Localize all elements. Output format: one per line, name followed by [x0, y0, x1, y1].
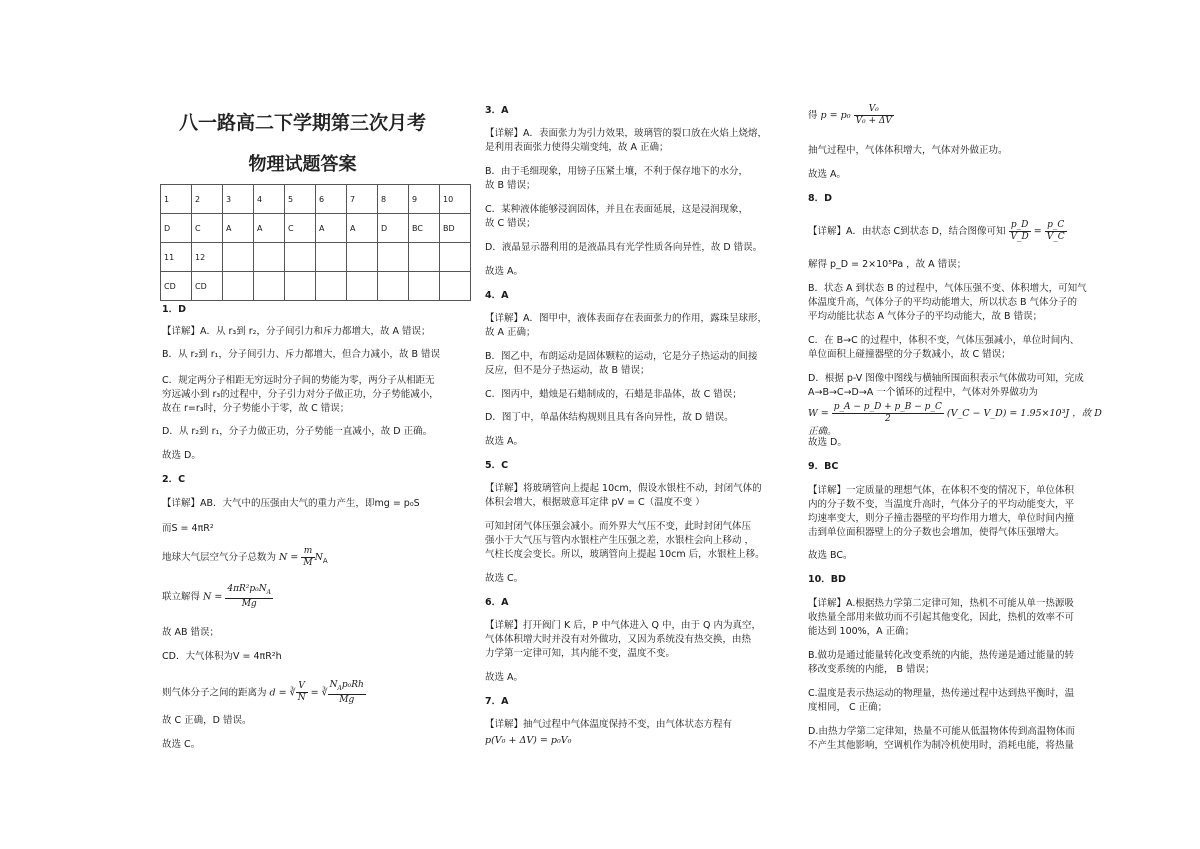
q6-explanation-line2: 气体体积增大时并没有对外做功，又因为系统没有热交换，由热	[485, 634, 752, 645]
q10-explanation-a-line1: 【详解】A.根据热力学第二定律可知，热机不可能从单一热源吸	[808, 598, 1074, 609]
q8-work-fraction	[832, 402, 944, 425]
q3-explanation-a-line2: 是利用表面张力使得尖端变纯，故 A 正确；	[485, 142, 669, 153]
q7-result	[808, 104, 894, 127]
page-subtitle: 物理试题答案	[248, 154, 357, 175]
table-cell	[223, 272, 254, 301]
q8-explanation-b-line2: 体温度升高，气体分子的平均动能增大，所以状态 B 气体分子的	[808, 297, 1078, 308]
q2-explanation-ab: 【详解】AB．大气中的压强由大气的重力产生，即mg = p₀S	[162, 498, 420, 509]
table-cell	[378, 243, 409, 272]
question-10-answer: 10．BD	[808, 574, 846, 585]
page-title: 八一路高二下学期第三次月考	[178, 112, 426, 134]
q9-explanation-line1: 【详解】一定质量的理想气体，在体积不变的情况下，单位体积	[808, 485, 1075, 496]
table-cell: 12	[192, 243, 223, 272]
table-cell	[440, 243, 471, 272]
q2-solve	[162, 584, 273, 610]
numerator-sub: A	[337, 684, 342, 692]
q8-work-equation	[808, 402, 1108, 439]
q3-explanation-a-line1: 【详解】A．表面张力为引力效果，玻璃管的裂口放在火焰上烧熔，	[485, 128, 767, 139]
q4-explanation-d: D．图丁中，单晶体结构规则且具有各向异性，故 D 错误。	[485, 412, 734, 423]
q6-explanation-line3: 力学第一定律可知，其内能不变，温度不变。	[485, 648, 676, 659]
question-1-answer: 1．D	[162, 304, 186, 315]
q6-explanation-line1: 【详解】打开阀门 K 后，P 中气体进入 Q 中，由于 Q 内为真空，	[485, 620, 762, 631]
fraction-denominator: Mg	[241, 598, 257, 609]
q4-explanation-b-line1: B．图乙中，布朗运动是固体颗粒的运动，它是分子热运动的间接	[485, 351, 758, 362]
numerator-main: N	[329, 680, 338, 690]
table-cell: BD	[440, 214, 471, 243]
q8-explanation-b-line3: 平均动能比状态 A 气体分子的平均动能大，故 B 错误；	[808, 311, 1043, 322]
q7-result-fraction	[854, 104, 894, 127]
table-cell: C	[192, 214, 223, 243]
question-2-answer: 2．C	[162, 474, 186, 485]
table-cell: 1	[161, 185, 192, 214]
q7-equation: p(V₀ + ΔV) = p₀V₀	[485, 735, 572, 746]
q2-molecule-count-lhs: N =	[279, 552, 299, 563]
table-cell	[440, 272, 471, 301]
q2-distance-text: 则气体分子之间的距离为	[162, 687, 267, 699]
q2-molecule-count-sub: A	[322, 556, 328, 565]
table-row	[161, 243, 471, 272]
numerator-sub: A	[266, 588, 271, 596]
q5-explanation-line4: 强小于大气压与管内水银柱产生压强之差，水银柱会向上移动 ，	[485, 535, 755, 546]
q5-conclusion: 故选 C。	[485, 573, 524, 584]
q2-distance	[162, 680, 366, 706]
table-cell: A	[316, 214, 347, 243]
q10-explanation-b-line1: B.做功是通过能量转化改变系统的内能，热传递是通过能量的转	[808, 650, 1075, 661]
q10-explanation-a-line2: 收热量全部用来做功而不引起其他变化，因此，热机的效率不可	[808, 612, 1075, 623]
answer-table	[160, 184, 471, 301]
fraction-numerator: p_A − p_D + p_B − p_C	[833, 402, 942, 412]
q8-explanation-a-result: 解得 p_D = 2×10⁵Pa ，故 A 错误；	[808, 259, 967, 270]
q7-result-text: 得	[808, 110, 818, 121]
q4-explanation-b-line2: 反应，但不是分子热运动，故 B 错误；	[485, 365, 650, 376]
q1-explanation-c-line3: 故在 r=r₃时，分子势能小于零，故 C 错误；	[162, 403, 350, 414]
q3-explanation-c-line1: C．某种液体能够浸润固体，并且在表面延展，这是浸润现象，	[485, 204, 749, 215]
q1-explanation-c-line2: 穷远减小到 r₃的过程中，分子引力对分子做正功，分子势能减小，	[162, 389, 439, 400]
q8-work-lhs: W =	[808, 408, 829, 419]
question-6-answer: 6．A	[485, 597, 509, 608]
q2-distance-mid: = ∛	[310, 687, 328, 699]
q2-distance-fraction-2	[328, 680, 366, 706]
table-cell: 2	[192, 185, 223, 214]
q2-cd-conclusion: 故 C 正确，D 错误。	[162, 715, 252, 726]
q8-explanation-c-line2: 单位面积上碰撞器壁的分子数减小，故 C 错误；	[808, 349, 1011, 360]
table-cell	[409, 272, 440, 301]
q10-explanation-c-line2: 度相同， C 正确；	[808, 702, 888, 713]
q8-fraction-d	[1009, 220, 1031, 243]
q3-explanation-b-line1: B．由于毛细现象，用镑子压紧土壤，不利于保存地下的水分，	[485, 166, 749, 177]
fraction-denominator: V_D	[1010, 232, 1029, 242]
q4-explanation-c: C．图丙中，蜡烛是石蜡制成的，石蜡是非晶体，故 C 错误；	[485, 389, 742, 400]
q2-distance-fraction-1	[296, 681, 308, 704]
q9-explanation-line4: 击到单位面积器壁上的分子数也会增加，使得气体压强增大。	[808, 527, 1065, 538]
q9-explanation-line2: 内的分子数不变，当温度升高时，气体分子的平均动能变大，平	[808, 499, 1075, 510]
question-4-answer: 4．A	[485, 290, 509, 301]
fraction-numerator	[328, 680, 366, 695]
q8-work-rest: (V_C − V_D) = 1.95×10³J ，故 D 正确。	[808, 408, 1102, 437]
q10-explanation-a-line3: 能达到 100%，A 正确；	[808, 626, 915, 637]
q2-conclusion: 故选 C。	[162, 739, 201, 750]
q2-molecule-count-fraction	[301, 546, 314, 569]
q10-explanation-c-line1: C.温度是表示热运动的物理量，热传递过程中达到热平衡时，温	[808, 688, 1075, 699]
q2-distance-lhs: d = ∛	[269, 687, 296, 699]
table-cell: 8	[378, 185, 409, 214]
numerator-main: 4πR²p₀N	[227, 584, 267, 594]
q4-explanation-a-line2: 故 A 正确；	[485, 327, 536, 338]
q8-explanation-c-line1: C．在 B→C 的过程中，体积不变，气体压强减小，单位时间内、	[808, 335, 1080, 346]
table-row	[161, 272, 471, 301]
table-cell: 4	[254, 185, 285, 214]
table-cell: C	[285, 214, 316, 243]
q4-explanation-a-line1: 【详解】A．图甲中，液体表面存在表面张力的作用，露珠呈球形，	[485, 313, 767, 324]
q3-conclusion: 故选 A。	[485, 266, 524, 277]
table-cell	[285, 272, 316, 301]
fraction-numerator: p_C	[1045, 220, 1067, 232]
q5-explanation-line5: 气柱长度会变长。所以，玻璃管向上提起 10cm 后，水银柱上移。	[485, 549, 765, 560]
q2-explanation-cd: CD．大气体积为V = 4πR²h	[162, 651, 282, 662]
table-cell: A	[347, 214, 378, 243]
q2-solve-text: 联立解得	[162, 591, 201, 603]
table-cell: A	[223, 214, 254, 243]
fraction-denominator: V_C	[1046, 232, 1065, 242]
q2-ab-conclusion: 故 AB 错误；	[162, 627, 220, 638]
table-cell: D	[378, 214, 409, 243]
question-8-answer: 8．D	[808, 193, 832, 204]
fraction-numerator: V	[296, 681, 308, 693]
q2-solve-lhs: N =	[203, 591, 223, 603]
q10-explanation-b-line2: 移改变系统的内能， B 错误；	[808, 664, 935, 675]
table-cell: 3	[223, 185, 254, 214]
q1-conclusion: 故选 D。	[162, 450, 201, 461]
fraction-numerator: m	[301, 546, 314, 558]
q3-explanation-d: D．液晶显示器利用的是液晶具有光学性质各向异性，故 D 错误。	[485, 242, 763, 253]
fraction-numerator: V₀	[854, 104, 894, 116]
q8-conclusion: 故选 D。	[808, 437, 847, 448]
q5-explanation-line3: 可知封闭气体压强会减小。而外界大气压不变，此时封闭气体压	[485, 521, 752, 532]
table-cell: 9	[409, 185, 440, 214]
table-cell	[378, 272, 409, 301]
q8-equals: =	[1033, 226, 1042, 237]
q8-explanation-a	[808, 220, 1067, 243]
q5-explanation-line1: 【详解】将玻璃管向上提起 10cm，假设水银柱不动，封闭气体的	[485, 483, 762, 494]
q2-area-formula: 而S = 4πR²	[162, 523, 214, 534]
table-cell: A	[254, 214, 285, 243]
q8-fraction-c	[1045, 220, 1067, 243]
table-cell	[316, 243, 347, 272]
table-cell	[316, 272, 347, 301]
q1-explanation-b: B．从 r₂到 r₁，分子间引力、斥力都增大，但合力减小，故 B 错误	[162, 349, 441, 360]
table-row	[161, 214, 471, 243]
fraction-denominator: 2	[884, 414, 891, 424]
fraction-denominator: N	[297, 693, 306, 704]
q3-explanation-c-line2: 故 C 错误；	[485, 218, 536, 229]
question-9-answer: 9．BC	[808, 461, 839, 472]
table-cell: 5	[285, 185, 316, 214]
q1-explanation-c-line1: C．规定两分子相距无穷远时分子间的势能为零，两分子从相距无	[162, 375, 435, 386]
q7-result-lhs: p = p₀	[820, 110, 851, 121]
q10-explanation-d-line2: 不产生其他影响，空调机作为制冷机使用时，消耗电能，将热量	[808, 740, 1075, 751]
numerator-rest: p₀Rh	[341, 680, 364, 690]
q2-molecule-count-tail: N	[314, 552, 323, 563]
q7-conclusion: 故选 A。	[808, 169, 847, 180]
fraction-numerator: p_D	[1009, 220, 1031, 232]
table-cell	[347, 272, 378, 301]
q5-explanation-line2: 体积会增大，根据玻意耳定律 pV = C（温度不变 ）	[485, 497, 705, 508]
table-cell: D	[161, 214, 192, 243]
table-cell	[409, 243, 440, 272]
q8-explanation-b-line1: B．状态 A 到状态 B 的过程中，气体压强不变、体积增大，可知气	[808, 283, 1087, 294]
fraction-denominator: Mg	[339, 694, 355, 705]
table-cell: 11	[161, 243, 192, 272]
table-cell	[223, 243, 254, 272]
q7-explanation-line1: 【详解】抽气过程中气体温度保持不变，由气体状态方程有	[485, 719, 733, 730]
fraction-denominator: M	[303, 558, 313, 568]
q1-explanation-d: D．从 r₂到 r₁，分子力做正功，分子势能一直减小，故 D 正确。	[162, 426, 433, 437]
table-cell: 7	[347, 185, 378, 214]
table-cell	[254, 272, 285, 301]
table-cell: 10	[440, 185, 471, 214]
q10-explanation-d-line1: D.由热力学第二定律知，热量不可能从低温物体传到高温物体而	[808, 726, 1075, 737]
q2-solve-fraction	[225, 584, 273, 610]
table-cell: BC	[409, 214, 440, 243]
table-cell: CD	[161, 272, 192, 301]
table-cell: CD	[192, 272, 223, 301]
table-cell	[254, 243, 285, 272]
q9-conclusion: 故选 BC。	[808, 550, 853, 561]
q6-conclusion: 故选 A。	[485, 672, 524, 683]
question-7-answer: 7．A	[485, 696, 509, 707]
q4-conclusion: 故选 A。	[485, 436, 524, 447]
q8-explanation-d-line2: A→B→C→D→A 一个循环的过程中，气体对外界做功为	[808, 387, 1038, 398]
table-cell	[285, 243, 316, 272]
question-5-answer: 5．C	[485, 460, 509, 471]
fraction-denominator: V₀ + ΔV	[855, 116, 892, 126]
table-cell: 6	[316, 185, 347, 214]
q3-explanation-b-line2: 故 B 错误；	[485, 180, 536, 191]
fraction-numerator	[225, 584, 273, 599]
table-row	[161, 185, 471, 214]
q2-molecule-count	[162, 546, 328, 569]
q7-explanation-b: 抽气过程中，气体体积增大，气体对外做正功。	[808, 145, 1008, 156]
q8-explanation-a-text: 【详解】A．由状态 C到状态 D，结合图像可知	[808, 226, 1006, 237]
question-3-answer: 3．A	[485, 105, 509, 116]
q9-explanation-line3: 均速率变大，则分子撞击器壁的平均作用力增大，单位时间内撞	[808, 513, 1075, 524]
q8-explanation-d-line1: D．根据 p-V 图像中图线与横轴所围面积表示气体做功可知，完成	[808, 373, 1084, 384]
q1-explanation-a: 【详解】A．从 r₃到 r₂，分子间引力和斥力都增大，故 A 错误；	[162, 326, 431, 337]
table-cell	[347, 243, 378, 272]
q2-molecule-count-text: 地球大气层空气分子总数为	[162, 552, 277, 563]
